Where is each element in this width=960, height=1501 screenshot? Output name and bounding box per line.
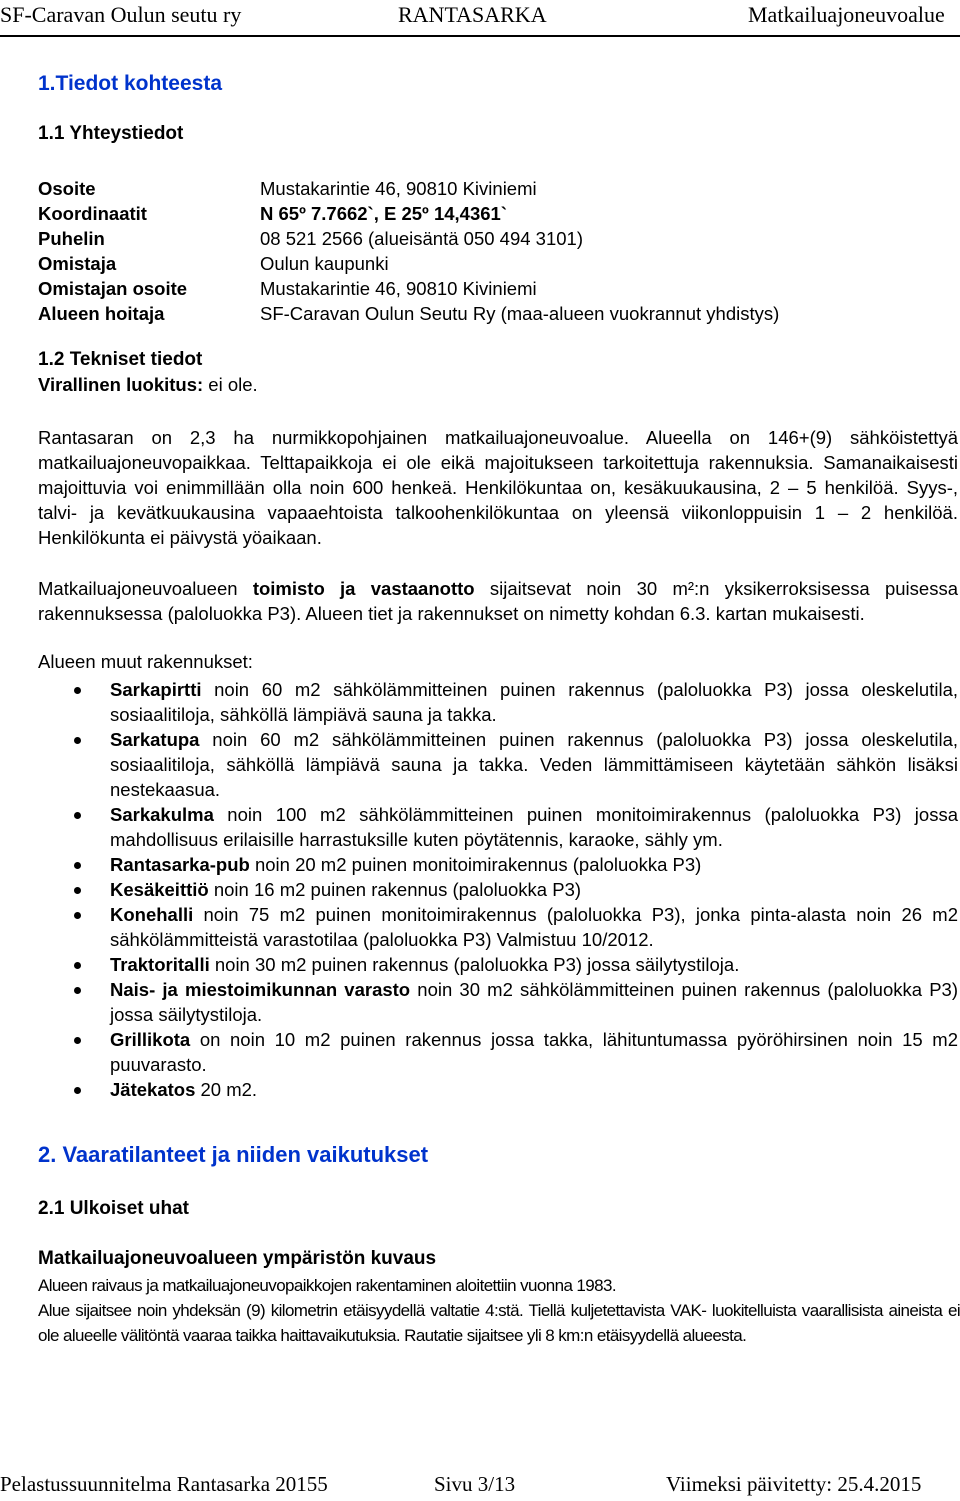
contact-table bbox=[38, 176, 779, 326]
classification-label: Virallinen luokitus: bbox=[38, 374, 204, 395]
section-1-title: 1.Tiedot kohteesta bbox=[38, 72, 222, 95]
contact-row-phone bbox=[38, 226, 779, 251]
footer-page: Sivu 3/13 bbox=[434, 1472, 516, 1496]
contact-value: Mustakarintie 46, 90810 Kiviniemi bbox=[260, 178, 537, 199]
office-description bbox=[38, 576, 958, 626]
subsection-1-1-title: 1.1 Yhteystiedot bbox=[38, 123, 184, 144]
building-text: noin 75 m2 puinen monitoimirakennus (paloluokka P3), jonka pinta-alasta noin 26 m2 sähkölämmitteistä varastotilaa (paloluokka P3) Valmistuu 10/2012. bbox=[110, 904, 958, 950]
contact-row-address bbox=[38, 176, 779, 201]
subsection-2-1-title: 2.1 Ulkoiset uhat bbox=[38, 1198, 189, 1219]
list-item bbox=[0, 677, 958, 727]
technical-description: Rantasaran on 2,3 ha nurmikkopohjainen matkailuajoneuvoalue. Alueella on 146+(9) sähköistettyä matkailuajoneuvopaikkaa. Telttapaikkoja ei ole eikä majoitukseen tarkoitettuja rakennuksia. Samanaikaisesti majoittuvia voi enimmillään olla noin 600 henkeä. Henkilökuntaa on, kesäkuukausina, 2 – 5 henkilöä. Syys-, talvi- ja kevätkuukausina vapaaehtoista talkoohenkilökuntaa on yleensä viikonloppuisin 1 – 2 henkilöä. Henkilökunta ei päivystä yöaikaan. bbox=[38, 427, 958, 548]
list-item bbox=[0, 1027, 958, 1077]
bullet-icon bbox=[74, 987, 81, 994]
contact-label: Puhelin bbox=[38, 228, 105, 249]
building-name: Jätekatos bbox=[110, 1079, 196, 1100]
contact-value: Oulun kaupunki bbox=[260, 253, 389, 274]
contact-label: Osoite bbox=[38, 178, 96, 199]
bullet-icon bbox=[74, 962, 81, 969]
bullet-icon bbox=[74, 812, 81, 819]
building-name: Rantasarka-pub bbox=[110, 854, 250, 875]
list-item bbox=[0, 852, 958, 877]
list-item bbox=[0, 802, 958, 852]
bullet-icon bbox=[74, 737, 81, 744]
office-text-pre: Matkailuajoneuvoalueen bbox=[38, 578, 253, 599]
classification-line bbox=[38, 374, 258, 396]
header-doc-type: Matkailuajoneuvoalue bbox=[748, 2, 945, 27]
list-item bbox=[0, 727, 958, 802]
building-text: noin 30 m2 puinen rakennus (paloluokka P3) jossa säilytystiloja. bbox=[209, 954, 740, 975]
other-buildings-intro: Alueen muut rakennukset: bbox=[38, 651, 253, 672]
building-text: noin 16 m2 puinen rakennus (paloluokka P3) bbox=[208, 879, 582, 900]
list-item bbox=[0, 902, 958, 952]
environment-title: Matkailuajoneuvoalueen ympäristön kuvaus bbox=[38, 1248, 437, 1269]
contact-row-coordinates bbox=[38, 201, 779, 226]
building-text: 20 m2. bbox=[195, 1079, 258, 1100]
contact-label: Koordinaatit bbox=[38, 203, 147, 224]
contact-label: Alueen hoitaja bbox=[38, 303, 165, 324]
bullet-icon bbox=[74, 887, 81, 894]
building-name: Konehalli bbox=[110, 904, 194, 925]
building-name: Sarkapirtti bbox=[110, 679, 202, 700]
contact-row-manager bbox=[38, 301, 779, 326]
building-text: noin 100 m2 sähkölämmitteinen puinen monitoimirakennus (paloluokka P3) jossa mahdollisuus erilaisille harrastuksille kuten pöytätennis, karaoke, sähly ym. bbox=[110, 804, 958, 850]
building-name: Traktoritalli bbox=[110, 954, 210, 975]
footer-updated: Viimeksi päivitetty: 25.4.2015 bbox=[666, 1472, 922, 1496]
building-text: on noin 10 m2 puinen rakennus jossa takka, lähituntumassa pyöröhirsinen noin 15 m2 puuvarasto. bbox=[110, 1029, 958, 1075]
contact-label: Omistaja bbox=[38, 253, 117, 274]
buildings-list bbox=[0, 677, 958, 1102]
bullet-icon bbox=[74, 862, 81, 869]
bullet-icon bbox=[74, 1087, 81, 1094]
bullet-icon bbox=[74, 1037, 81, 1044]
list-item bbox=[0, 977, 958, 1027]
contact-row-owner bbox=[38, 251, 779, 276]
header-divider bbox=[0, 35, 960, 37]
building-name: Sarkakulma bbox=[110, 804, 214, 825]
list-item bbox=[0, 1077, 958, 1102]
environment-paragraph-2: Alue sijaitsee noin yhdeksän (9) kilometrin etäisyydellä valtatie 4:stä. Tiellä kuljetettavista VAK- luokitelluista vaarallisista aineista ei ole alueelle välitöntä vaaraa taikka haittavaikutuksia. Rautatie sijaitsee yli 8 km:n etäisyydellä alueesta. bbox=[38, 1301, 960, 1345]
bullet-icon bbox=[74, 687, 81, 694]
building-text: noin 60 m2 sähkölämmitteinen puinen rakennus (paloluokka P3) jossa oleskelutila, sosiaalitiloja, sähköllä lämpiävä sauna ja takka. Veden lämmittämiseen käytetään sähkön lisäksi nestekaasua. bbox=[110, 729, 958, 800]
contact-row-owner-address bbox=[38, 276, 779, 301]
contact-value: Mustakarintie 46, 90810 Kiviniemi bbox=[260, 278, 537, 299]
building-text: noin 30 m2 sähkölämmitteinen puinen rakennus (paloluokka P3) jossa säilytystiloja. bbox=[110, 979, 958, 1025]
building-name: Kesäkeittiö bbox=[110, 879, 209, 900]
contact-value: 08 521 2566 (alueisäntä 050 494 3101) bbox=[260, 228, 583, 249]
contact-value: N 65º 7.7662`, E 25º 14,4361` bbox=[260, 203, 507, 224]
list-item bbox=[0, 877, 958, 902]
office-text-bold: toimisto ja vastaanotto bbox=[252, 578, 475, 599]
building-text: noin 60 m2 sähkölämmitteinen puinen rakennus (paloluokka P3) jossa oleskelutila, sosiaalitiloja, sähköllä lämpiävä sauna ja takka. bbox=[110, 679, 958, 725]
list-item bbox=[0, 952, 958, 977]
office-text-post: sijaitsevat noin 30 m²:n yksikerroksisessa puisessa rakennuksessa (paloluokka P3). Alueen tiet ja rakennukset on nimetty kohdan 6.3. kartan mukaisesti. bbox=[38, 578, 958, 624]
header-org: SF-Caravan Oulun seutu ry bbox=[0, 2, 242, 27]
subsection-1-2-title: 1.2 Tekniset tiedot bbox=[38, 349, 203, 370]
building-name: Grillikota bbox=[110, 1029, 191, 1050]
header-site: RANTASARKA bbox=[398, 2, 547, 27]
contact-value: SF-Caravan Oulun Seutu Ry (maa-alueen vuokrannut yhdistys) bbox=[260, 303, 780, 324]
section-2-title: 2. Vaaratilanteet ja niiden vaikutukset bbox=[38, 1142, 429, 1167]
bullet-icon bbox=[74, 912, 81, 919]
building-name: Sarkatupa bbox=[110, 729, 200, 750]
building-name: Nais- ja miestoimikunnan varasto bbox=[110, 979, 411, 1000]
contact-label: Omistajan osoite bbox=[38, 278, 188, 299]
building-text: noin 20 m2 puinen monitoimirakennus (paloluokka P3) bbox=[249, 854, 702, 875]
environment-paragraph-1: Alueen raivaus ja matkailuajoneuvopaikkojen rakentaminen aloitettiin vuonna 1983. bbox=[38, 1276, 616, 1295]
footer-plan: Pelastussuunnitelma Rantasarka 20155 bbox=[0, 1472, 328, 1496]
classification-value: ei ole. bbox=[203, 374, 258, 395]
